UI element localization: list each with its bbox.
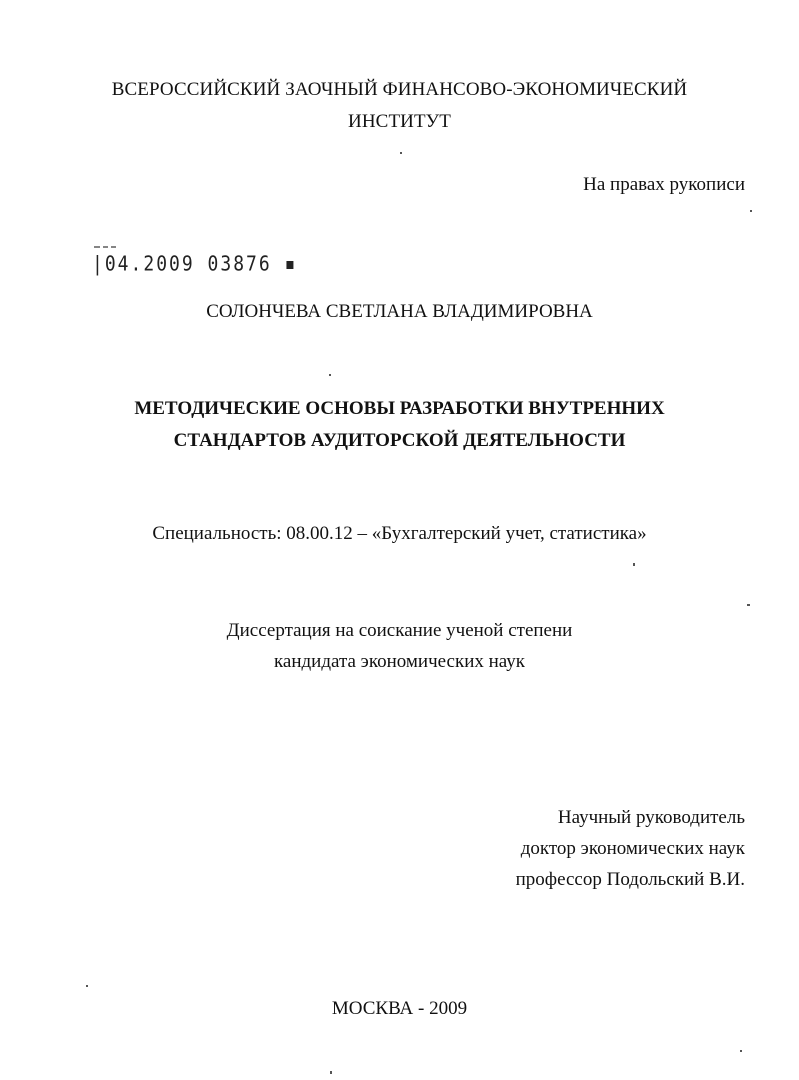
scan-speck [633,563,635,566]
dissertation-title-line2: СТАНДАРТОВ АУДИТОРСКОЙ ДЕЯТЕЛЬНОСТИ [173,430,626,451]
scan-speck [750,210,752,212]
advisor-name: профессор Подольский В.И. [515,869,745,890]
degree-line1: Диссертация на соискание ученой степени [226,620,573,641]
scan-speck [400,152,402,154]
scan-speck [329,374,331,376]
stamp-mark-icon [94,244,116,250]
advisor-degree: доктор экономических наук [520,838,745,859]
advisor-role: Научный руководитель [557,807,745,828]
city-year: МОСКВА - 2009 [331,998,468,1019]
degree-line2: кандидата экономических наук [273,651,526,672]
specialty: Специальность: 08.00.12 – «Бухгалтерский учет, статистика» [152,523,647,544]
registration-stamp-number [92,252,297,276]
advisor-block [480,806,745,899]
stamp-number: 04.2009 03876 [104,252,272,277]
institute-name-line1: ВСЕРОССИЙСКИЙ ЗАОЧНЫЙ ФИНАНСОВО-ЭКОНОМИЧЕСКИЙ [111,79,688,100]
scan-speck [330,1071,332,1074]
scan-speck [86,985,88,987]
dissertation-title-line1: МЕТОДИЧЕСКИЕ ОСНОВЫ РАЗРАБОТКИ ВНУТРЕННИХ [134,398,665,419]
scan-speck [740,1050,742,1052]
rights-note: На правах рукописи [583,174,745,195]
stamp-suffix-mark: ▪ [271,252,298,277]
scan-speck [747,604,750,606]
institute-name-line2: ИНСТИТУТ [348,111,451,132]
stamp-prefix-bar: | [92,252,105,277]
author-name: СОЛОНЧЕВА СВЕТЛАНА ВЛАДИМИРОВНА [206,301,593,322]
